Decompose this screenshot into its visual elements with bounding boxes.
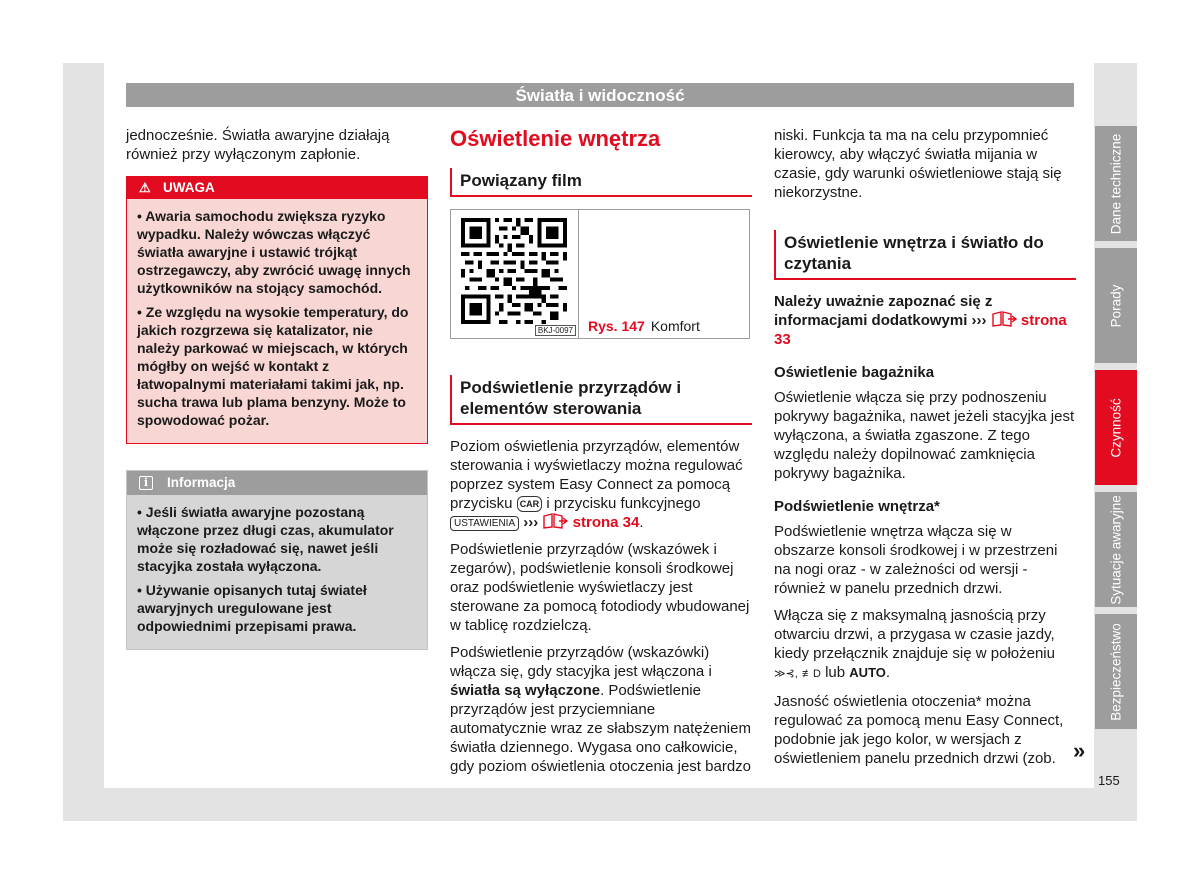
book-reference-icon xyxy=(991,311,1017,327)
parking-light-icon: ≫⊰, xyxy=(774,668,798,680)
info-item: • Używanie opisanych tutaj świateł awaryjnych uregulowane jest odpowiednimi przepisami prawa. xyxy=(137,582,367,634)
right-column xyxy=(774,126,1076,776)
page-34-link[interactable]: strona 34 xyxy=(572,514,640,531)
interior-light-paragraph-2 xyxy=(774,606,1076,684)
auto-switch-label: AUTO xyxy=(849,665,886,680)
tab-label: Czynność xyxy=(1108,397,1124,458)
continuation-paragraph: niski. Funkcja ta ma na celu przypomnieć kierowcy, aby włączyć światła mijania w czasie, gdy warunki oświetleniowe stają się niekorzystne. xyxy=(774,127,1062,201)
tab-porady[interactable] xyxy=(1095,248,1137,363)
middle-column xyxy=(450,126,752,784)
continue-next-page-icon: » xyxy=(1073,738,1086,763)
trunk-light-subheading: Oświetlenie bagażnika xyxy=(774,364,935,381)
instruments-paragraph-1 xyxy=(450,437,752,532)
instruments-heading: Podświetlenie przyrządów i elementów sterowania xyxy=(450,375,752,425)
info-icon: i xyxy=(139,476,153,490)
tab-sytuacje-awaryjne[interactable] xyxy=(1095,492,1137,607)
page-33-link[interactable]: strona 33 xyxy=(774,312,1067,348)
paragraph-text: i przycisku funkcyjnego xyxy=(546,495,701,512)
tab-bezpieczenstwo[interactable] xyxy=(1095,614,1137,729)
tab-label: Porady xyxy=(1108,284,1124,327)
figure-number: Rys. 147 xyxy=(588,318,645,334)
info-box xyxy=(126,470,428,650)
figure-box xyxy=(450,209,750,339)
warning-body xyxy=(127,199,427,443)
info-item: • Jeśli światła awaryjne pozostaną włączone przez długi czas, akumulator może się rozładować się, nawet jeśli stacyjka została wyłączona. xyxy=(137,504,394,574)
ambient-light-paragraph: Jasność oświetlenia otoczenia* można regulować za pomocą menu Easy Connect, podobnie jak jego kolor, w wersjach z oświetleniem panelu przednich drzwi (zob. xyxy=(774,693,1064,767)
reference-arrows: ››› xyxy=(971,312,987,329)
car-button-icon: CAR xyxy=(517,496,543,512)
qr-frame[interactable] xyxy=(451,210,579,338)
paragraph-text: . Podświetlenie przyrządów jest przyciemniane automatycznie wraz ze słabszym natężeniem światła dziennego. Wygasa ono całkowicie, gdy poziom oświetlenia otoczenia jest bardzo xyxy=(450,682,752,775)
warning-item-text: Ze względu na wysokie temperatury, do jakich rozgrzewa się katalizator, nie należy parkować w miejscach, w których mógłby on wejść w kontakt z łatwopalnymi materiałami takimi jak, np. sucha trawa lub plama benzyny. Może to spowodować pożar. xyxy=(137,304,409,428)
instruments-paragraph-2: Podświetlenie przyrządów (wskazówek i zegarów), podświetlenie konsoli środkowej oraz podświetlenie wyświetlaczy jest sterowane za pomocą fotodiody wbudowanej w tablicę rozdzielczą. xyxy=(450,541,750,634)
warning-item-text: Awaria samochodu zwiększa ryzyko wypadku. Należy wówczas włączyć światła awaryjne i ustawić trójkąt ostrzegawczy, aby zwrócić uwagę innych użytkowników na stojący samochód. xyxy=(137,208,411,296)
info-body xyxy=(127,495,427,649)
low-beam-icon: ≢D xyxy=(801,668,821,680)
tab-czynnosc[interactable] xyxy=(1095,370,1137,485)
paragraph-text: Podświetlenie przyrządów (wskazówki) włącza się, gdy stacyjka jest włączona i xyxy=(450,644,712,680)
warning-item: • Ze względu na wysokie temperatury, do jakich rozgrzewa się katalizator, nie należy parkować w miejscach, w których mógłby on wejść w kontakt z łatwopalnymi materiałami takimi jak, np. sucha trawa lub plama benzyny. Może to spowodować pożar. xyxy=(137,304,409,428)
interior-light-paragraph-1: Podświetlenie wnętrza włącza się w obszarze konsoli środkowej i w przestrzeni na nogi oraz - w zależności od wersji - również w panelu przednich drzwi. xyxy=(774,523,1058,597)
tab-label: Bezpieczeństwo xyxy=(1108,622,1124,721)
paragraph-text: Poziom oświetlenia przyrządów, elementów sterowania i wyświetlaczy można regulować poprzez system Easy Connect za pomocą przycisku xyxy=(450,438,743,512)
reference-arrows: ››› xyxy=(523,514,539,531)
page-number: 155 xyxy=(1098,773,1120,788)
warning-item: • Awaria samochodu zwiększa ryzyko wypadku. Należy wówczas włączyć światła awaryjne i ustawić trójkąt ostrzegawczy, aby zwrócić uwagę innych użytkowników na stojący samochód. xyxy=(137,208,411,296)
main-heading: Oświetlenie wnętrza xyxy=(450,126,661,151)
warning-title: UWAGA xyxy=(163,180,215,195)
left-column xyxy=(126,126,428,650)
tab-label: Dane techniczne xyxy=(1108,133,1124,234)
warning-triangle-icon: ⚠ xyxy=(139,180,151,195)
trunk-light-paragraph: Oświetlenie włącza się przy podnoszeniu pokrywy bagażnika, nawet jeżeli stacyjka jest wyłączona, a światła zgaszone. Z tego względu należy dopilnować zamknięcia pokrywy bagażnika. xyxy=(774,389,1075,482)
tab-dane-techniczne[interactable] xyxy=(1095,126,1137,241)
paragraph-text: Włącza się z maksymalną jasnością przy otwarciu drzwi, a przygasa w czasie jazdy, kiedy przełącznik znajduje się w położeniu xyxy=(774,607,1055,662)
interior-light-subheading: Podświetlenie wnętrza* xyxy=(774,498,940,515)
qr-code-icon[interactable] xyxy=(461,218,567,324)
paragraph-text: . xyxy=(639,514,644,531)
instruments-paragraph-3 xyxy=(450,643,752,776)
warning-header xyxy=(127,177,427,199)
tab-label: Sytuacje awaryjne xyxy=(1108,494,1124,605)
section-header: Światła i widoczność xyxy=(126,83,1074,107)
intro-paragraph: jednocześnie. Światła awaryjne działają również przy wyłączonym zapłonie. xyxy=(126,127,390,163)
video-heading: Powiązany film xyxy=(450,168,752,197)
settings-button-icon: USTAWIENIA xyxy=(450,516,519,531)
info-title: Informacja xyxy=(167,475,236,490)
additional-info-note xyxy=(774,292,1076,349)
warning-box xyxy=(126,176,428,444)
info-item-text: Używanie opisanych tutaj świateł awaryjnych uregulowane jest odpowiednimi przepisami prawa. xyxy=(137,582,367,634)
figure-code: BKJ-0097 xyxy=(535,325,576,336)
emphasis-text: światła są wyłączone xyxy=(450,682,601,699)
reading-light-heading: Oświetlenie wnętrza i światło do czytania xyxy=(774,230,1076,280)
figure-caption-text: Komfort xyxy=(650,318,700,334)
paragraph-text: lub xyxy=(825,664,846,681)
paragraph-text: . xyxy=(885,664,891,681)
book-reference-icon xyxy=(542,513,568,529)
note-text: Należy uważnie zapoznać się z informacjami dodatkowymi xyxy=(774,293,993,329)
info-header xyxy=(127,471,427,495)
figure-caption xyxy=(588,317,700,336)
info-item-text: Jeśli światła awaryjne pozostaną włączone przez długi czas, akumulator może się rozładować się, nawet jeśli stacyjka została wyłączona. xyxy=(137,504,394,574)
